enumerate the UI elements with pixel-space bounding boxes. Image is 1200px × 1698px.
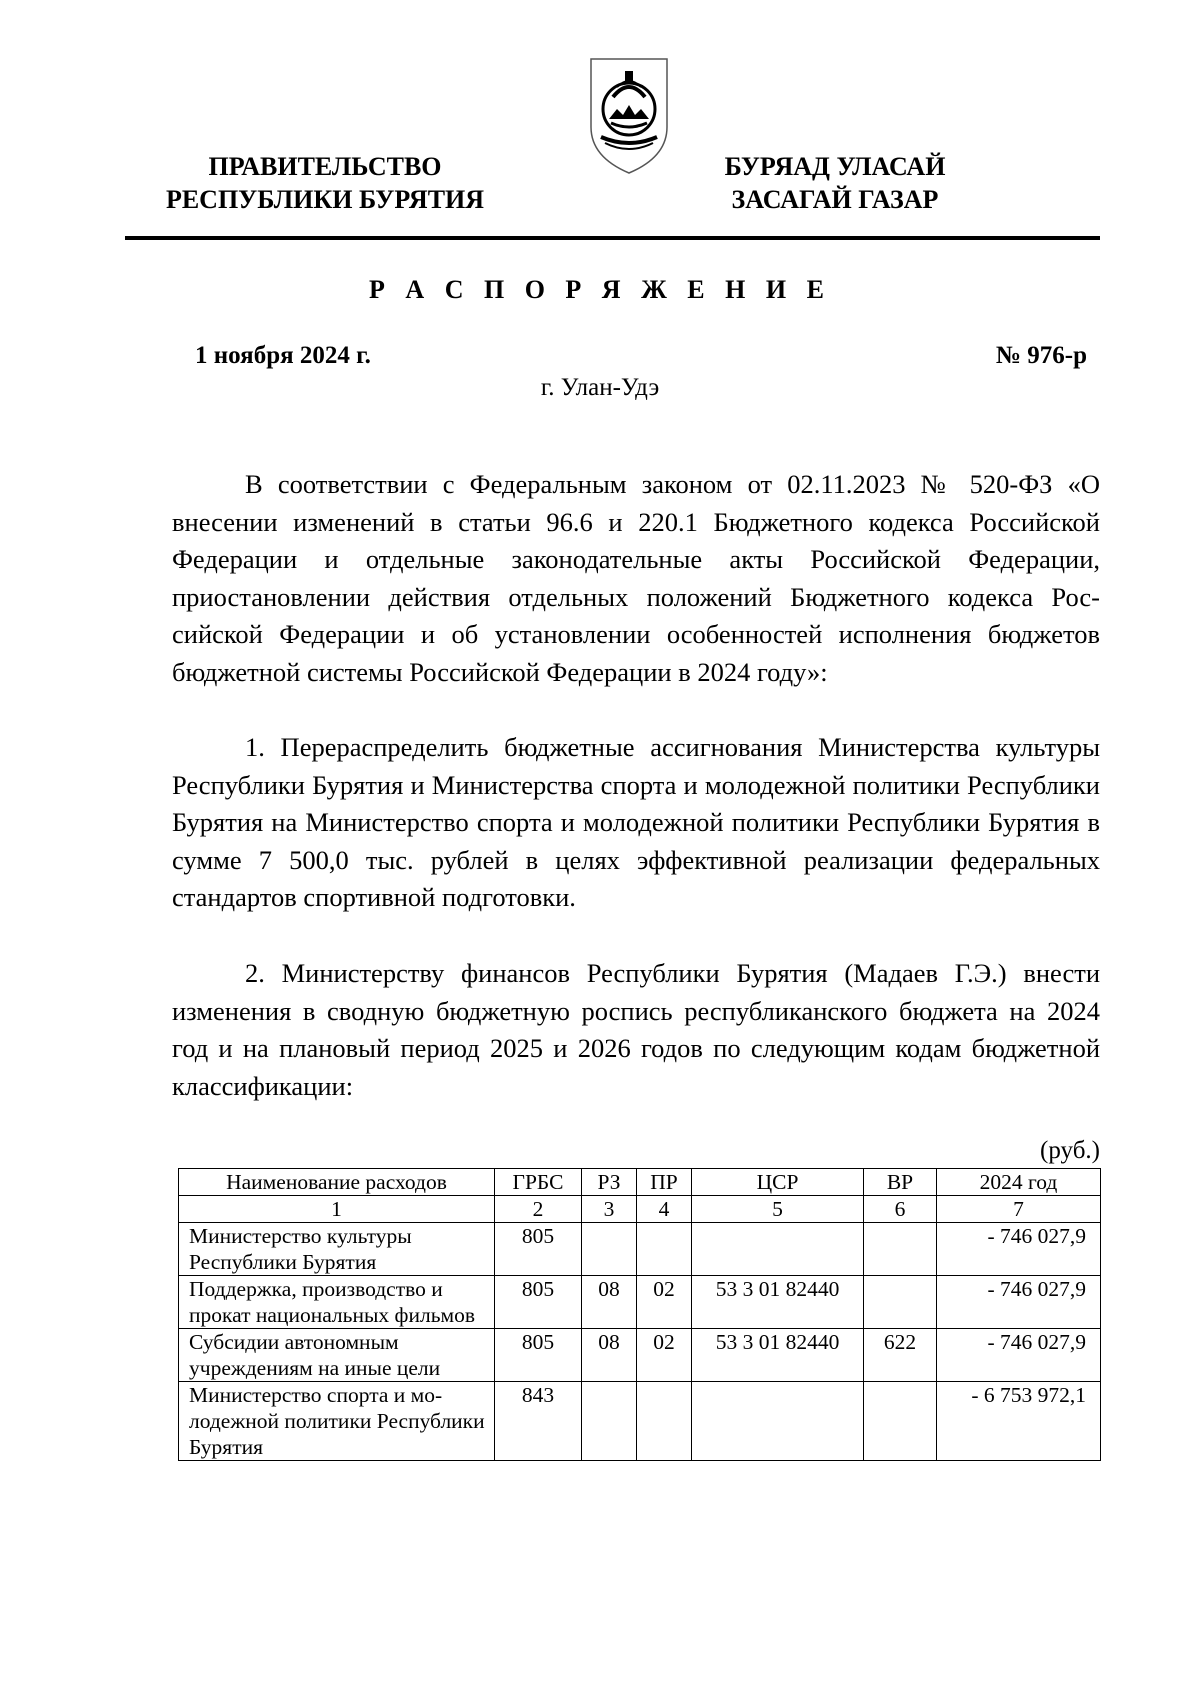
document-number: № 976-р: [995, 342, 1087, 369]
rz-code: 08: [582, 1276, 637, 1329]
column-number-cell: 4: [637, 1196, 692, 1223]
document-title: Р А С П О Р Я Ж Е Н И Е: [369, 275, 831, 304]
amount-2024: - 746 027,9: [937, 1329, 1101, 1382]
header-divider: [125, 236, 1100, 240]
header-cell: 2024 год: [937, 1169, 1101, 1196]
item-2-paragraph: 2. Министерству финансов Республики Бурятия (Мадаев Г.Э.) внести изменения в сводную бюджетную роспись республиканского бюджета на 2024 год и на плановый период 2025 и 2026 годов по следующим кодам бюджетной классификации:: [172, 958, 1100, 1101]
column-number-cell: 6: [864, 1196, 937, 1223]
header-left-line2: РЕСПУБЛИКИ БУРЯТИЯ: [165, 185, 485, 214]
header-right: [710, 150, 960, 216]
header-cell: РЗ: [582, 1169, 637, 1196]
document-date: 1 ноября 2024 г.: [195, 342, 371, 369]
document-city: г. Улан-Удэ: [540, 374, 660, 401]
csr-code: [692, 1382, 864, 1461]
amount-2024: - 746 027,9: [937, 1223, 1101, 1276]
header-right-line1: БУРЯАД УЛАСАЙ: [724, 152, 946, 181]
column-number-row: [179, 1196, 1101, 1223]
header-left: [160, 150, 490, 216]
vr-code: [864, 1382, 937, 1461]
amount-2024: - 6 753 972,1: [937, 1382, 1101, 1461]
expense-name: Министерство спорта и молодежной политики Республики Бурятия: [179, 1382, 495, 1461]
column-number-cell: 1: [179, 1196, 495, 1223]
pr-code: 02: [637, 1276, 692, 1329]
budget-table: [178, 1168, 1101, 1461]
grbs-code: 805: [495, 1329, 582, 1382]
item-1-paragraph: 1. Перераспределить бюджетные ассигнования Министерства культуры Республики Бурятия и Министерства спорта и молодежной политики Республики Бурятия на Министерство спорта и молодежной политики Республики Бурятия в сумме 7 500,0 тыс. рублей в целях эффективной реализации федеральных стандартов спортивной подготовки.: [172, 732, 1100, 912]
header-right-line2: ЗАСАГАЙ ГАЗАР: [731, 185, 939, 214]
pr-code: [637, 1223, 692, 1276]
rz-code: [582, 1223, 637, 1276]
amount-2024: - 746 027,9: [937, 1276, 1101, 1329]
header-cell: Наименование расходов: [179, 1169, 495, 1196]
column-number-cell: 5: [692, 1196, 864, 1223]
rz-code: 08: [582, 1329, 637, 1382]
pr-code: 02: [637, 1329, 692, 1382]
preamble-paragraph: В соответствии с Федеральным законом от 02.11.2023 № 520-ФЗ «О внесении изменений в статьи 96.6 и 220.1 Бюджетного кодекса Российской Федерации и отдельные законодательные акты Российской Федерации, приостановлении действия отдельных положений Бюджетного кодекса Российской Федерации и об установлении особенностей исполнения бюджетов бюджетной системы Российской Федерации в 2024 году»:: [172, 469, 1100, 687]
header-cell: ГРБС: [495, 1169, 582, 1196]
vr-code: 622: [864, 1329, 937, 1382]
csr-code: [692, 1223, 864, 1276]
grbs-code: 805: [495, 1276, 582, 1329]
coat-of-arms-icon: [587, 57, 671, 175]
column-number-cell: 2: [495, 1196, 582, 1223]
column-number-cell: 7: [937, 1196, 1101, 1223]
expense-name: Субсидии автономным учреждениям на иные цели: [179, 1329, 495, 1382]
csr-code: 53 3 01 82440: [692, 1329, 864, 1382]
table-row: [179, 1276, 1101, 1329]
column-number-cell: 3: [582, 1196, 637, 1223]
table-row: [179, 1382, 1101, 1461]
header-cell: ВР: [864, 1169, 937, 1196]
rz-code: [582, 1382, 637, 1461]
csr-code: 53 3 01 82440: [692, 1276, 864, 1329]
table-row: [179, 1223, 1101, 1276]
vr-code: [864, 1223, 937, 1276]
pr-code: [637, 1382, 692, 1461]
header-left-line1: ПРАВИТЕЛЬСТВО: [208, 152, 442, 181]
expense-name: Поддержка, производство и прокат национальных фильмов: [179, 1276, 495, 1329]
header-cell: ЦСР: [692, 1169, 864, 1196]
table-row: [179, 1329, 1101, 1382]
grbs-code: 805: [495, 1223, 582, 1276]
table-units: (руб.): [1040, 1137, 1100, 1164]
vr-code: [864, 1276, 937, 1329]
expense-name: Министерство культуры Республики Бурятия: [179, 1223, 495, 1276]
header-cell: ПР: [637, 1169, 692, 1196]
table-header-row: [179, 1169, 1101, 1196]
grbs-code: 843: [495, 1382, 582, 1461]
